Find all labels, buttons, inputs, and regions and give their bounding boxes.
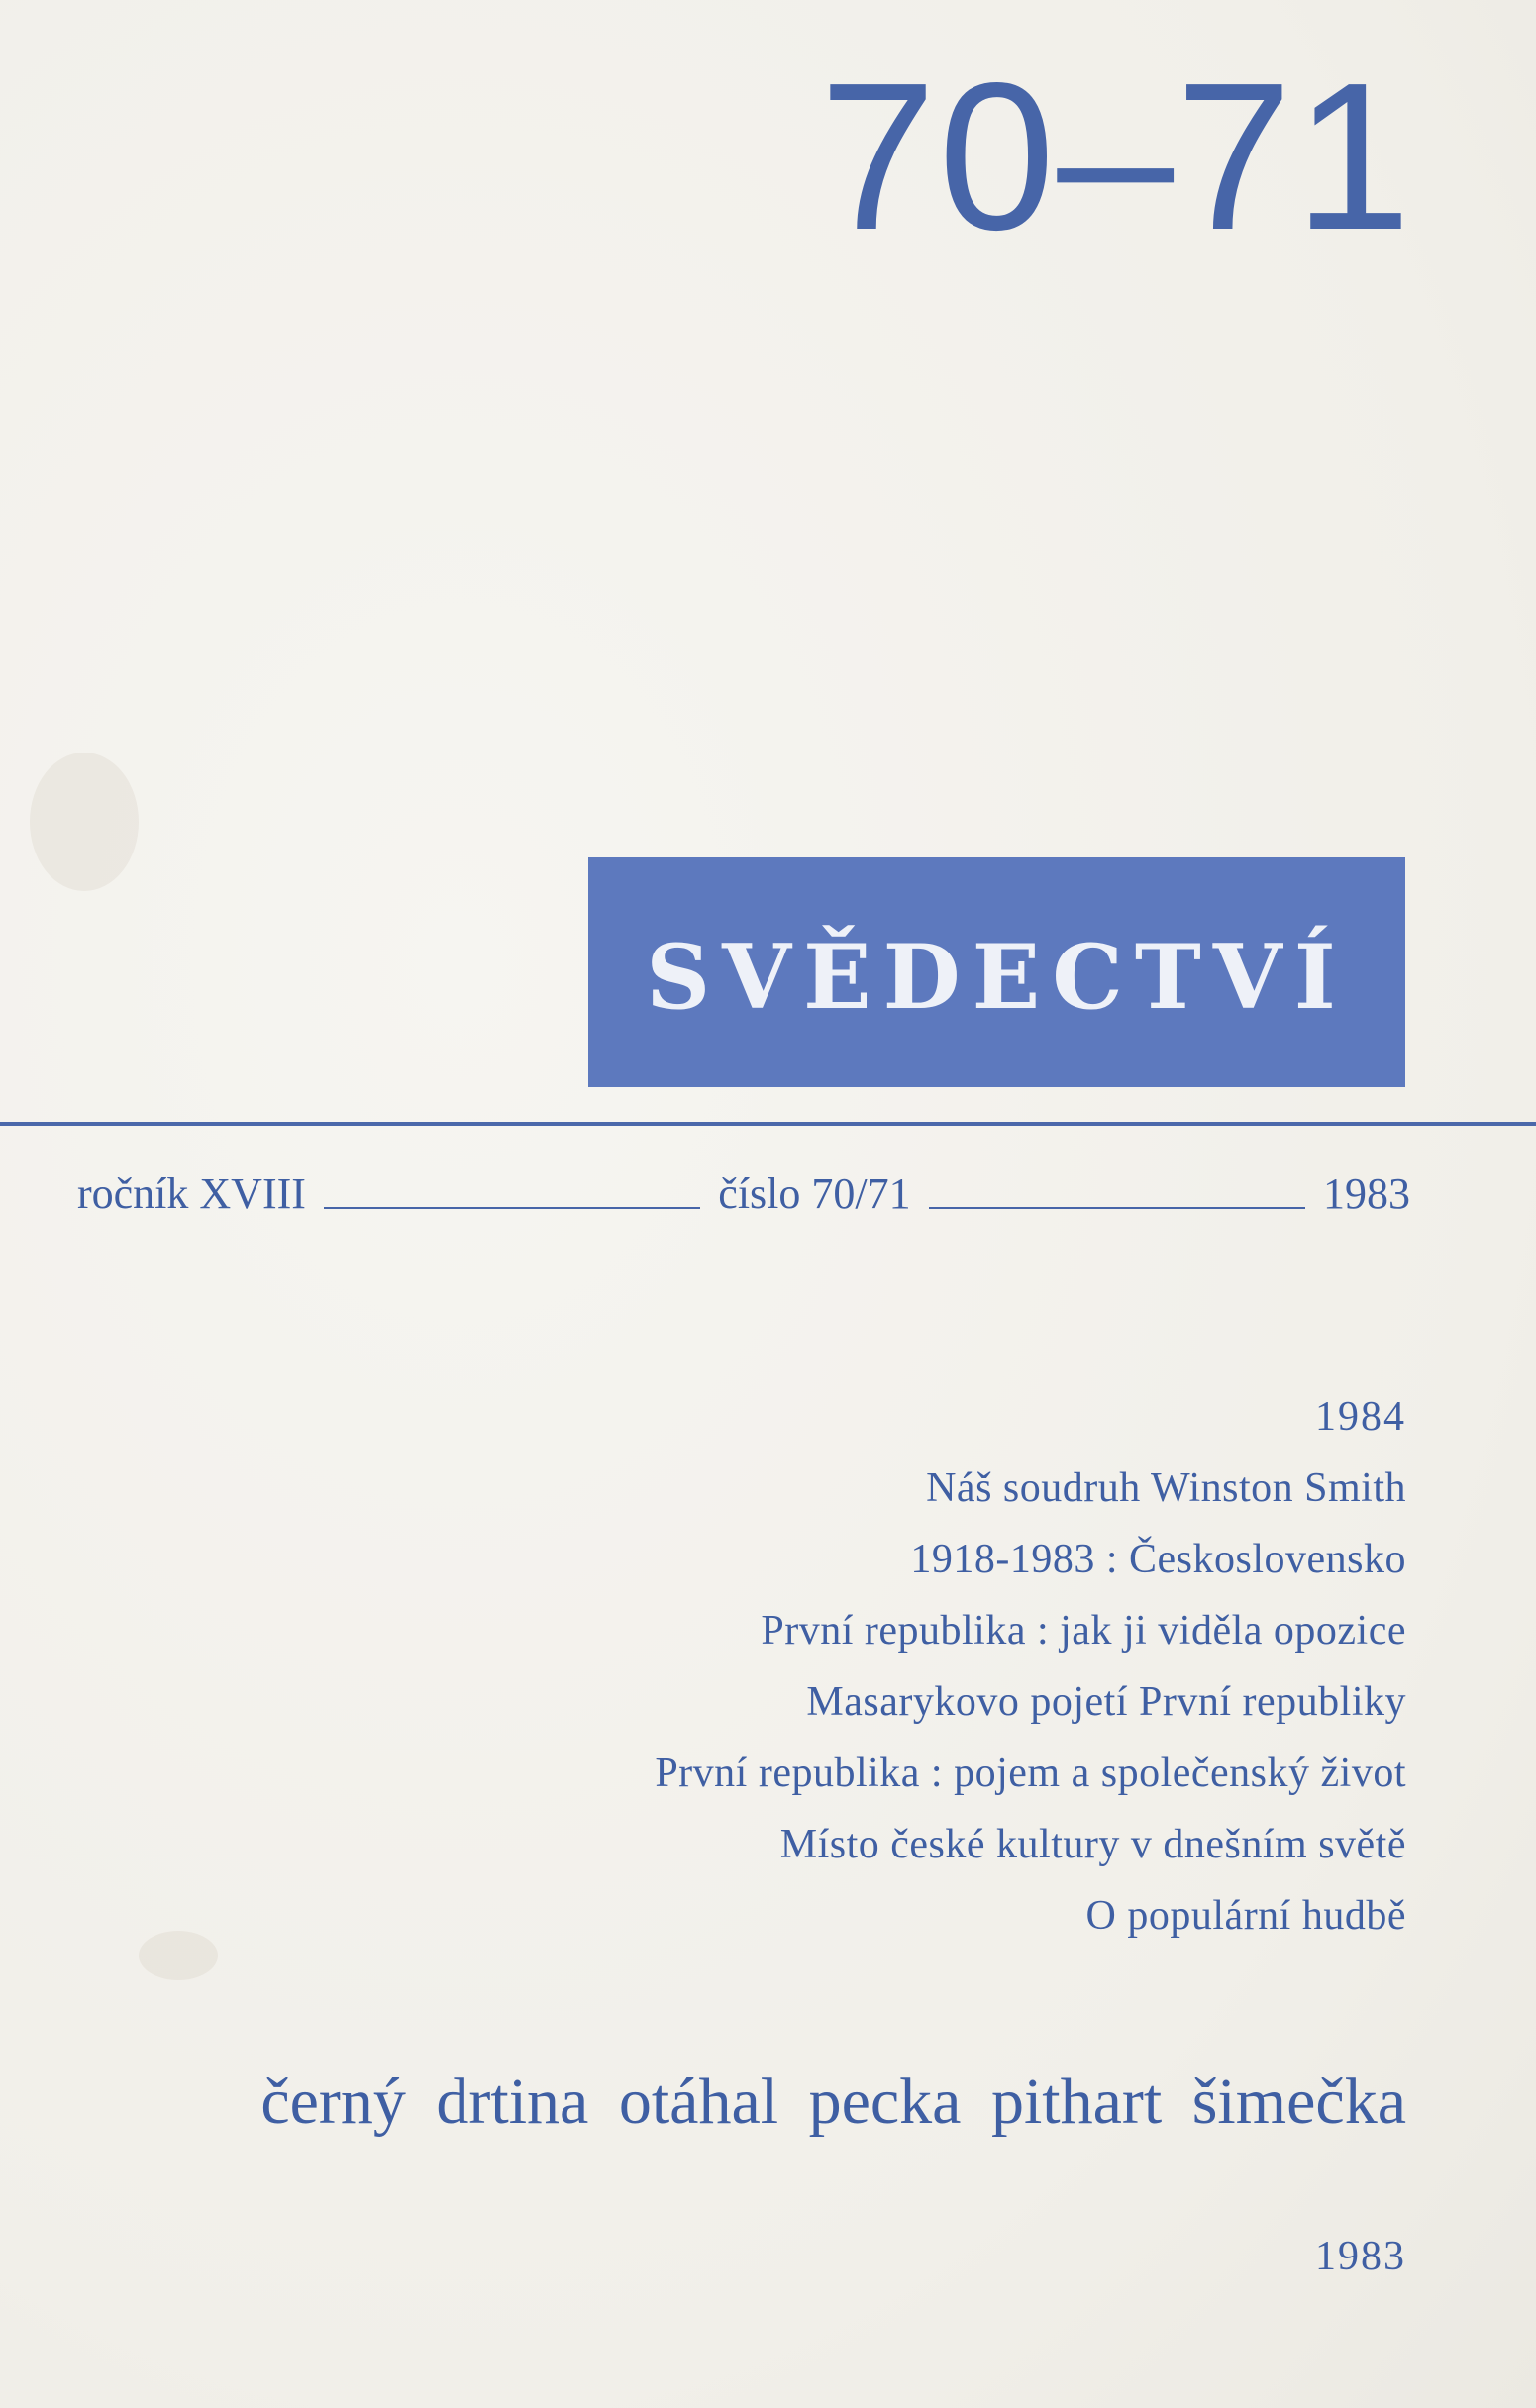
volume-label: ročník XVIII — [77, 1169, 306, 1218]
stain — [139, 1931, 218, 1980]
masthead-box — [588, 857, 1405, 1087]
contents-item: Náš soudruh Winston Smith — [926, 1465, 1406, 1511]
issue-number: 70–71 — [819, 39, 1413, 273]
issue-info-row — [77, 1168, 1410, 1228]
contents-item: První republika : pojem a společenský život — [655, 1751, 1406, 1796]
contents-item: Místo české kultury v dnešním světě — [779, 1822, 1406, 1867]
divider-line — [324, 1207, 700, 1209]
contents-item: Masarykovo pojetí První republiky — [806, 1679, 1406, 1725]
number-label: číslo 70/71 — [718, 1169, 911, 1218]
table-of-contents — [655, 1381, 1406, 1952]
masthead-title: SVĚDECTVÍ — [646, 925, 1348, 1030]
divider-line — [929, 1207, 1305, 1209]
year-label: 1983 — [1323, 1169, 1410, 1218]
contents-item: 1918-1983 : Československo — [910, 1537, 1406, 1582]
footer-year: 1983 — [1315, 2234, 1406, 2279]
horizontal-rule — [0, 1122, 1536, 1126]
authors-line: černý drtina otáhal pecka pithart šimečka — [260, 2065, 1406, 2138]
stain — [30, 752, 139, 891]
contents-item: O populární hudbě — [1085, 1893, 1406, 1939]
contents-item: 1984 — [1315, 1394, 1406, 1440]
contents-item: První republika : jak ji viděla opozice — [761, 1608, 1406, 1654]
